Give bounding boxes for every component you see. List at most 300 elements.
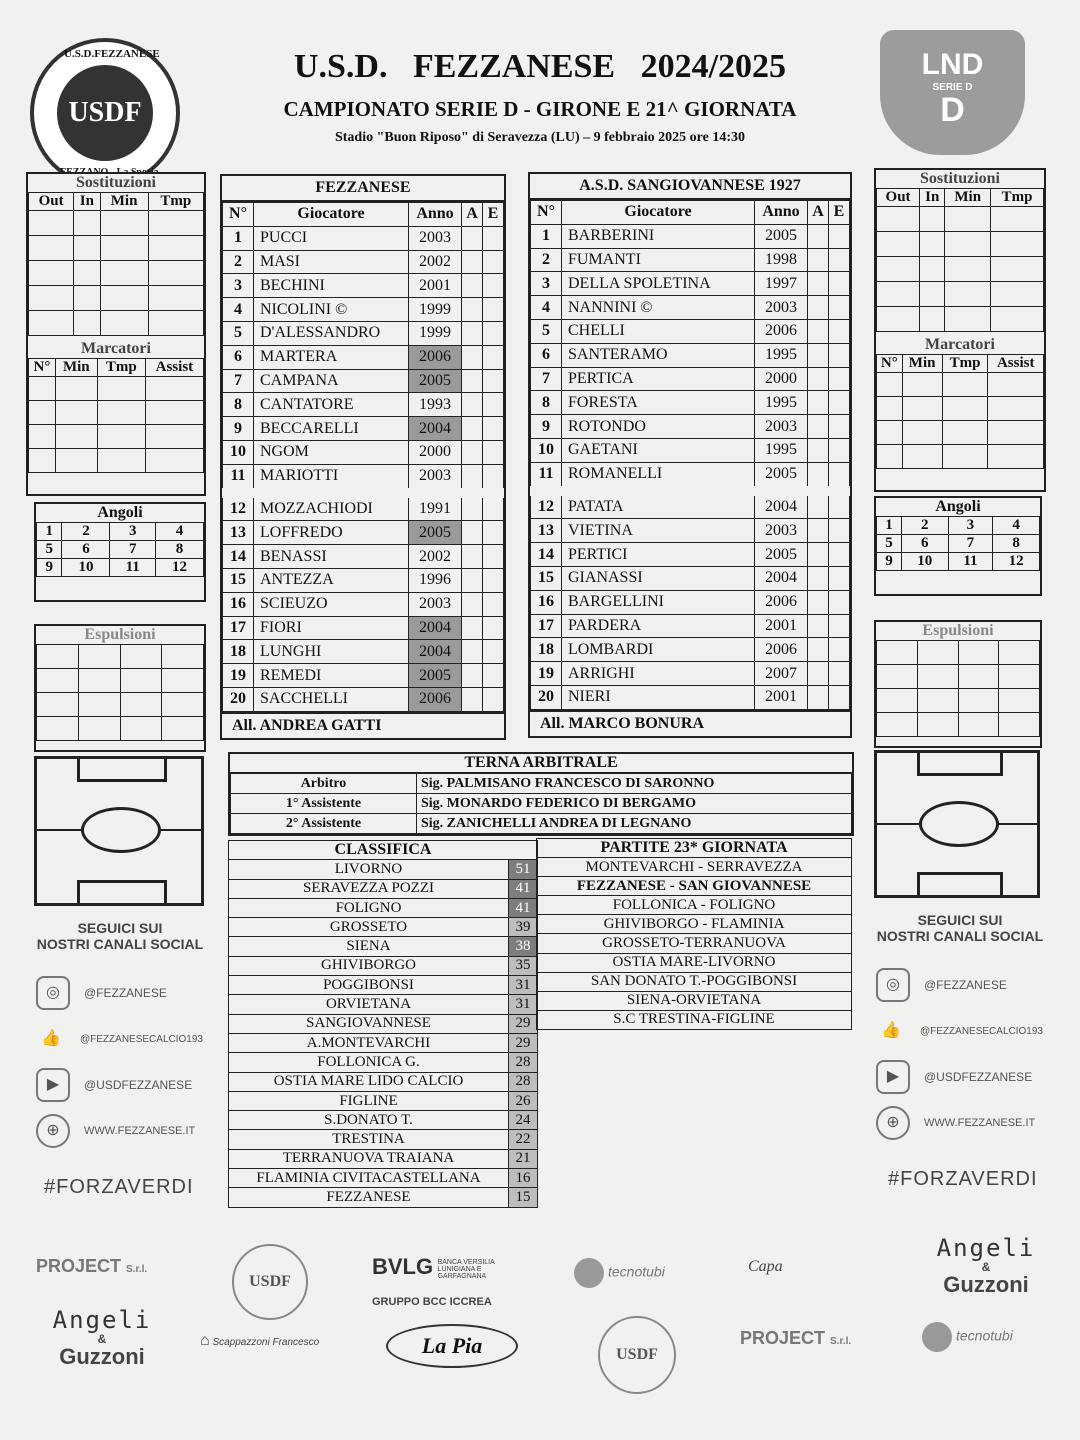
- player-year: 2002: [409, 250, 462, 274]
- espulsione-cell: [829, 296, 850, 320]
- corner-10: 10: [901, 553, 948, 571]
- facebook-handle: @FEZZANESECALCIO193: [920, 1025, 1043, 1037]
- sponsor-bvlg: [372, 1254, 518, 1280]
- thumbs-up-icon: 👍: [41, 1030, 61, 1047]
- player-number: 15: [531, 566, 562, 590]
- player-name: MARIOTTI: [254, 464, 409, 492]
- amonizione-cell: [808, 391, 829, 415]
- player-name: BENASSI: [254, 545, 409, 569]
- espulsione-cell: [829, 367, 850, 391]
- standings-points: 28: [509, 1072, 538, 1091]
- amonizione-cell: [808, 272, 829, 296]
- player-year: 2001: [755, 685, 808, 709]
- player-number: 3: [531, 272, 562, 296]
- player-name: BECHINI: [254, 274, 409, 298]
- standings-panel: [228, 840, 538, 1208]
- player-row: [531, 415, 850, 439]
- player-name: GIANASSI: [562, 566, 755, 590]
- player-year: 1997: [755, 272, 808, 296]
- player-year: 2005: [409, 664, 462, 688]
- player-number: 13: [531, 519, 562, 543]
- col-no: N°: [29, 359, 56, 377]
- espulsione-cell: [483, 417, 504, 441]
- away-roster: [528, 172, 852, 738]
- fixture-row: [537, 934, 852, 953]
- right-angoli-caption: Angoli: [935, 498, 981, 515]
- player-number: 19: [531, 662, 562, 686]
- col-number: N°: [531, 201, 562, 225]
- standings-points: 26: [509, 1091, 538, 1110]
- amonizione-cell: [462, 298, 483, 322]
- sponsor-bvlg-name: BVLG: [372, 1254, 434, 1279]
- col-no: N°: [877, 355, 903, 373]
- player-number: 3: [223, 274, 254, 298]
- instagram-icon: ◎: [36, 976, 70, 1010]
- player-name: CHELLI: [562, 319, 755, 343]
- corner-8: 8: [993, 535, 1040, 553]
- espulsione-cell: [829, 519, 850, 543]
- tecnotubi-mark-icon: [922, 1322, 952, 1352]
- right-pitch-diagram: [874, 750, 1040, 898]
- standings-team: LIVORNO: [229, 860, 509, 879]
- standings-row: [229, 956, 538, 975]
- player-name: CANTATORE: [254, 393, 409, 417]
- espulsione-cell: [829, 462, 850, 490]
- sponsor-project-2: [740, 1328, 851, 1349]
- player-number: 4: [531, 296, 562, 320]
- espulsione-cell: [483, 568, 504, 592]
- standings-row: [229, 1091, 538, 1110]
- fixture-row: [537, 1010, 852, 1029]
- player-year: 1991: [409, 493, 462, 521]
- player-row: [531, 248, 850, 272]
- fixture-row: [537, 953, 852, 972]
- espulsione-cell: [483, 321, 504, 345]
- player-number: 8: [531, 391, 562, 415]
- col-assist: Assist: [988, 355, 1044, 373]
- right-hashtag: #FORZAVERDI: [888, 1168, 1038, 1190]
- fixture-match: FOLLONICA - FOLIGNO: [537, 896, 852, 915]
- player-year: 2005: [755, 543, 808, 567]
- player-number: 2: [223, 250, 254, 274]
- tecnotubi-mark-icon: [574, 1258, 604, 1288]
- amonizione-cell: [462, 616, 483, 640]
- espulsione-cell: [829, 415, 850, 439]
- player-number: 9: [223, 417, 254, 441]
- col-assist: Assist: [145, 359, 203, 377]
- amonizione-cell: [462, 226, 483, 250]
- right-espulsioni-caption: Espulsioni: [922, 622, 994, 639]
- player-year: 2004: [755, 566, 808, 590]
- standings-points: 24: [509, 1111, 538, 1130]
- standings-points: 21: [509, 1149, 538, 1168]
- corner-8: 8: [155, 541, 203, 559]
- page-title: U.S.D. FEZZANESE 2024/2025: [293, 48, 787, 85]
- player-year: 2006: [755, 638, 808, 662]
- player-row: [531, 566, 850, 590]
- player-year: 2002: [409, 545, 462, 569]
- standings-points: 41: [509, 879, 538, 898]
- player-number: 18: [531, 638, 562, 662]
- player-name: FUMANTI: [562, 248, 755, 272]
- amonizione-cell: [808, 438, 829, 462]
- col-a: A: [462, 203, 483, 227]
- player-year: 2004: [409, 417, 462, 441]
- corner-5: 5: [877, 535, 902, 553]
- corner-6: 6: [62, 541, 110, 559]
- assistant2-role: 2° Assistente: [231, 814, 417, 834]
- espulsione-cell: [483, 226, 504, 250]
- amonizione-cell: [462, 321, 483, 345]
- fixture-row: [537, 896, 852, 915]
- espulsione-cell: [483, 369, 504, 393]
- espulsione-cell: [483, 664, 504, 688]
- club-logo-left: [30, 38, 180, 188]
- corner-11: 11: [948, 553, 992, 571]
- amonizione-cell: [462, 274, 483, 298]
- espulsione-cell: [483, 440, 504, 464]
- corner-12: 12: [993, 553, 1040, 571]
- fixture-match: FEZZANESE - SAN GIOVANNESE: [537, 877, 852, 896]
- fixture-match: SAN DONATO T.-POGGIBONSI: [537, 972, 852, 991]
- player-name: PARDERA: [562, 614, 755, 638]
- player-name: ARRIGHI: [562, 662, 755, 686]
- player-year: 2004: [409, 616, 462, 640]
- player-row: [531, 272, 850, 296]
- amonizione-cell: [462, 417, 483, 441]
- player-year: 2005: [409, 521, 462, 545]
- standings-row: [229, 1188, 538, 1207]
- player-name: FORESTA: [562, 391, 755, 415]
- right-sostituzioni-caption: Sostituzioni: [919, 170, 1000, 187]
- player-year: 2001: [409, 274, 462, 298]
- col-number: N°: [223, 203, 254, 227]
- player-name: D'ALESSANDRO: [254, 321, 409, 345]
- player-year: 2003: [755, 415, 808, 439]
- player-name: ANTEZZA: [254, 568, 409, 592]
- col-out: Out: [877, 189, 920, 207]
- fixture-match: GROSSETO-TERRANUOVA: [537, 934, 852, 953]
- player-year: 2006: [755, 319, 808, 343]
- standings-row: [229, 918, 538, 937]
- sponsor-project-name: PROJECT: [36, 1256, 122, 1276]
- standings-points: 51: [509, 860, 538, 879]
- lnd-logo-title: LND: [921, 48, 984, 81]
- standings-row: [229, 898, 538, 917]
- player-row: [531, 590, 850, 614]
- player-number: 7: [223, 369, 254, 393]
- right-sostituzioni-table: [876, 188, 1044, 332]
- amonizione-cell: [462, 521, 483, 545]
- player-name: BARGELLINI: [562, 590, 755, 614]
- club-logo-mark: USDF: [57, 65, 153, 161]
- player-row: [531, 638, 850, 662]
- instagram-link[interactable]: [876, 962, 1060, 1008]
- player-year: 2004: [409, 640, 462, 664]
- player-year: 2003: [755, 519, 808, 543]
- fixtures-title: PARTITE 23* GIORNATA: [537, 839, 852, 858]
- corner-5: 5: [37, 541, 62, 559]
- player-year: 1999: [409, 321, 462, 345]
- sponsor-lapia: La Pia: [386, 1324, 518, 1368]
- player-year: 2003: [409, 592, 462, 616]
- amonizione-cell: [808, 224, 829, 248]
- player-number: 6: [531, 343, 562, 367]
- amonizione-cell: [462, 464, 483, 492]
- amonizione-cell: [808, 566, 829, 590]
- website-url: WWW.FEZZANESE.IT: [924, 1117, 1036, 1129]
- instagram-icon: ◎: [876, 968, 910, 1002]
- standings-team: ORVIETANA: [229, 995, 509, 1014]
- sponsor-tecnotubi-1: [574, 1258, 665, 1288]
- championship-subtitle: CAMPIONATO SERIE D - GIRONE E 21^ GIORNATA: [283, 97, 797, 121]
- espulsione-cell: [829, 272, 850, 296]
- assistant2-name: Sig. ZANICHELLI ANDREA DI LEGNANO: [417, 814, 852, 834]
- player-number: 20: [531, 685, 562, 709]
- standings-points: 41: [509, 898, 538, 917]
- player-row: [223, 687, 504, 711]
- player-name: SACCHELLI: [254, 687, 409, 711]
- col-in: In: [920, 189, 945, 207]
- player-year: 2006: [755, 590, 808, 614]
- corner-7: 7: [948, 535, 992, 553]
- player-number: 7: [531, 367, 562, 391]
- standings-row: [229, 976, 538, 995]
- player-row: [223, 493, 504, 521]
- left-pitch-diagram: [34, 756, 204, 906]
- standings-row: [229, 937, 538, 956]
- standings-team: GROSSETO: [229, 918, 509, 937]
- instagram-handle: @FEZZANESE: [84, 986, 167, 1000]
- espulsione-cell: [483, 464, 504, 492]
- player-name: VIETINA: [562, 519, 755, 543]
- col-out: Out: [29, 193, 74, 211]
- left-sostituzioni-box: [26, 172, 206, 496]
- espulsione-cell: [829, 343, 850, 367]
- espulsione-cell: [829, 248, 850, 272]
- sponsor-amp-text: &: [97, 1332, 107, 1346]
- amonizione-cell: [808, 519, 829, 543]
- player-year: 1996: [409, 568, 462, 592]
- fixture-match: OSTIA MARE-LIVORNO: [537, 953, 852, 972]
- sponsor-bvlg-sub: BANCA VERSILIA LUNIGIANA E GARFAGNANA: [437, 1259, 495, 1281]
- standings-team: TERRANUOVA TRAIANA: [229, 1149, 509, 1168]
- player-number: 5: [531, 319, 562, 343]
- standings-team: SERAVEZZA POZZI: [229, 879, 509, 898]
- standings-row: [229, 1072, 538, 1091]
- player-number: 10: [531, 438, 562, 462]
- player-year: 2003: [409, 464, 462, 492]
- player-number: 1: [531, 224, 562, 248]
- globe-icon: ⊕: [876, 1106, 910, 1140]
- player-row: [531, 391, 850, 415]
- youtube-handle: @USDFEZZANESE: [84, 1078, 193, 1092]
- standings-points: 28: [509, 1053, 538, 1072]
- player-row: [531, 367, 850, 391]
- col-min: Min: [100, 193, 148, 211]
- player-row: [223, 464, 504, 492]
- standings-row: [229, 1033, 538, 1052]
- player-year: 1995: [755, 438, 808, 462]
- facebook-link[interactable]: [36, 1016, 220, 1062]
- social-heading-2: NOSTRI CANALI SOCIAL: [36, 936, 204, 952]
- player-name: GAETANI: [562, 438, 755, 462]
- player-name: LOMBARDI: [562, 638, 755, 662]
- player-name: REMEDI: [254, 664, 409, 688]
- referee-name: Sig. PALMISANO FRANCESCO DI SARONNO: [417, 774, 852, 794]
- fixture-match: S.C TRESTINA-FIGLINE: [537, 1010, 852, 1029]
- player-row: [531, 491, 850, 519]
- amonizione-cell: [462, 369, 483, 393]
- standings-row: [229, 1130, 538, 1149]
- espulsione-cell: [829, 638, 850, 662]
- youtube-link[interactable]: [876, 1054, 1060, 1100]
- player-year: 2003: [755, 296, 808, 320]
- fixtures-panel: [536, 838, 852, 1030]
- standings-points: 16: [509, 1169, 538, 1188]
- player-number: 18: [223, 640, 254, 664]
- player-number: 5: [223, 321, 254, 345]
- player-number: 1: [223, 226, 254, 250]
- player-number: 13: [223, 521, 254, 545]
- sponsor-project-1: [36, 1256, 147, 1277]
- amonizione-cell: [808, 491, 829, 519]
- player-number: 4: [223, 298, 254, 322]
- standings-row: [229, 1053, 538, 1072]
- col-e: E: [829, 201, 850, 225]
- espulsione-cell: [483, 592, 504, 616]
- amonizione-cell: [462, 592, 483, 616]
- player-name: ROTONDO: [562, 415, 755, 439]
- espulsione-cell: [483, 345, 504, 369]
- sponsor-angeli-guzzoni-1: [920, 1234, 1052, 1298]
- player-row: [223, 440, 504, 464]
- fixtures-table: [536, 838, 852, 1030]
- standings-row: [229, 1111, 538, 1130]
- away-team-name: A.S.D. SANGIOVANNESE 1927: [530, 174, 850, 200]
- corner-11: 11: [110, 559, 156, 577]
- website-link[interactable]: [36, 1108, 220, 1154]
- player-year: 1995: [755, 343, 808, 367]
- sponsor-tecnotubi-name: tecnotubi: [956, 1327, 1013, 1344]
- player-row: [223, 521, 504, 545]
- standings-row: [229, 879, 538, 898]
- amonizione-cell: [462, 568, 483, 592]
- player-number: 14: [223, 545, 254, 569]
- venue-line: Stadio "Buon Riposo" di Seravezza (LU) – 9 febbraio 2025 ore 14:30: [334, 130, 745, 145]
- col-e: E: [483, 203, 504, 227]
- sponsor-tecnotubi-2: [922, 1322, 1013, 1352]
- youtube-link[interactable]: [36, 1062, 220, 1108]
- player-row: [223, 321, 504, 345]
- sponsor-usdf-logo-1: USDF: [232, 1244, 308, 1320]
- player-name: NGOM: [254, 440, 409, 464]
- amonizione-cell: [462, 250, 483, 274]
- standings-table: [228, 840, 538, 1208]
- standings-points: 39: [509, 918, 538, 937]
- standings-team: FEZZANESE: [229, 1188, 509, 1207]
- website-link[interactable]: [876, 1100, 1060, 1146]
- espulsione-cell: [829, 685, 850, 709]
- corner-9: 9: [37, 559, 62, 577]
- espulsione-cell: [483, 616, 504, 640]
- standings-points: 38: [509, 937, 538, 956]
- referee-role: Arbitro: [231, 774, 417, 794]
- facebook-link[interactable]: [876, 1008, 1060, 1054]
- player-number: 6: [223, 345, 254, 369]
- sponsor-scappazzoni-name: Scappazzoni Francesco: [212, 1337, 320, 1348]
- thumbs-up-icon: 👍: [881, 1022, 901, 1039]
- corner-9: 9: [877, 553, 902, 571]
- instagram-link[interactable]: [36, 970, 220, 1016]
- standings-row: [229, 860, 538, 879]
- standings-team: FOLLONICA G.: [229, 1053, 509, 1072]
- fixture-match: GHIVIBORGO - FLAMINIA: [537, 915, 852, 934]
- standings-team: A.MONTEVARCHI: [229, 1033, 509, 1052]
- standings-title: CLASSIFICA: [229, 841, 538, 860]
- col-tmp: Tmp: [942, 355, 988, 373]
- sponsor-amp-text: &: [981, 1260, 991, 1274]
- website-url: WWW.FEZZANESE.IT: [84, 1125, 196, 1137]
- player-row: [531, 462, 850, 490]
- fixture-row: [537, 972, 852, 991]
- standings-team: GHIVIBORGO: [229, 956, 509, 975]
- player-row: [531, 543, 850, 567]
- right-social-block: [860, 912, 1060, 1146]
- player-row: [531, 438, 850, 462]
- espulsione-cell: [829, 566, 850, 590]
- player-row: [531, 685, 850, 709]
- standings-points: 29: [509, 1014, 538, 1033]
- espulsione-cell: [483, 521, 504, 545]
- espulsione-cell: [829, 614, 850, 638]
- standings-points: 15: [509, 1188, 538, 1207]
- espulsione-cell: [829, 391, 850, 415]
- espulsione-cell: [829, 662, 850, 686]
- espulsione-cell: [829, 491, 850, 519]
- left-espulsioni-caption: Espulsioni: [84, 626, 156, 643]
- player-number: 11: [531, 462, 562, 490]
- club-logo-ring-top: U.S.D.FEZZANESE: [64, 48, 160, 60]
- sponsor-project-srl: S.r.l.: [830, 1336, 852, 1347]
- col-tmp: Tmp: [97, 359, 145, 377]
- amonizione-cell: [808, 367, 829, 391]
- player-number: 17: [223, 616, 254, 640]
- player-number: 15: [223, 568, 254, 592]
- social-heading-2: NOSTRI CANALI SOCIAL: [876, 928, 1044, 944]
- left-social-block: [20, 920, 220, 1154]
- espulsione-cell: [829, 224, 850, 248]
- standings-team: POGGIBONSI: [229, 976, 509, 995]
- player-row: [531, 519, 850, 543]
- player-row: [223, 592, 504, 616]
- amonizione-cell: [462, 687, 483, 711]
- player-year: 2006: [409, 345, 462, 369]
- player-row: [531, 224, 850, 248]
- amonizione-cell: [808, 415, 829, 439]
- lnd-logo: [880, 30, 1025, 155]
- right-angoli-box: [874, 496, 1042, 596]
- fixture-row: [537, 858, 852, 877]
- standings-team: FOLIGNO: [229, 898, 509, 917]
- corner-4: 4: [155, 523, 203, 541]
- amonizione-cell: [808, 543, 829, 567]
- sponsor-scappazzoni: [200, 1332, 319, 1350]
- player-year: 1993: [409, 393, 462, 417]
- player-row: [223, 274, 504, 298]
- sponsor-guzzoni-text: Guzzoni: [59, 1344, 145, 1369]
- amonizione-cell: [808, 638, 829, 662]
